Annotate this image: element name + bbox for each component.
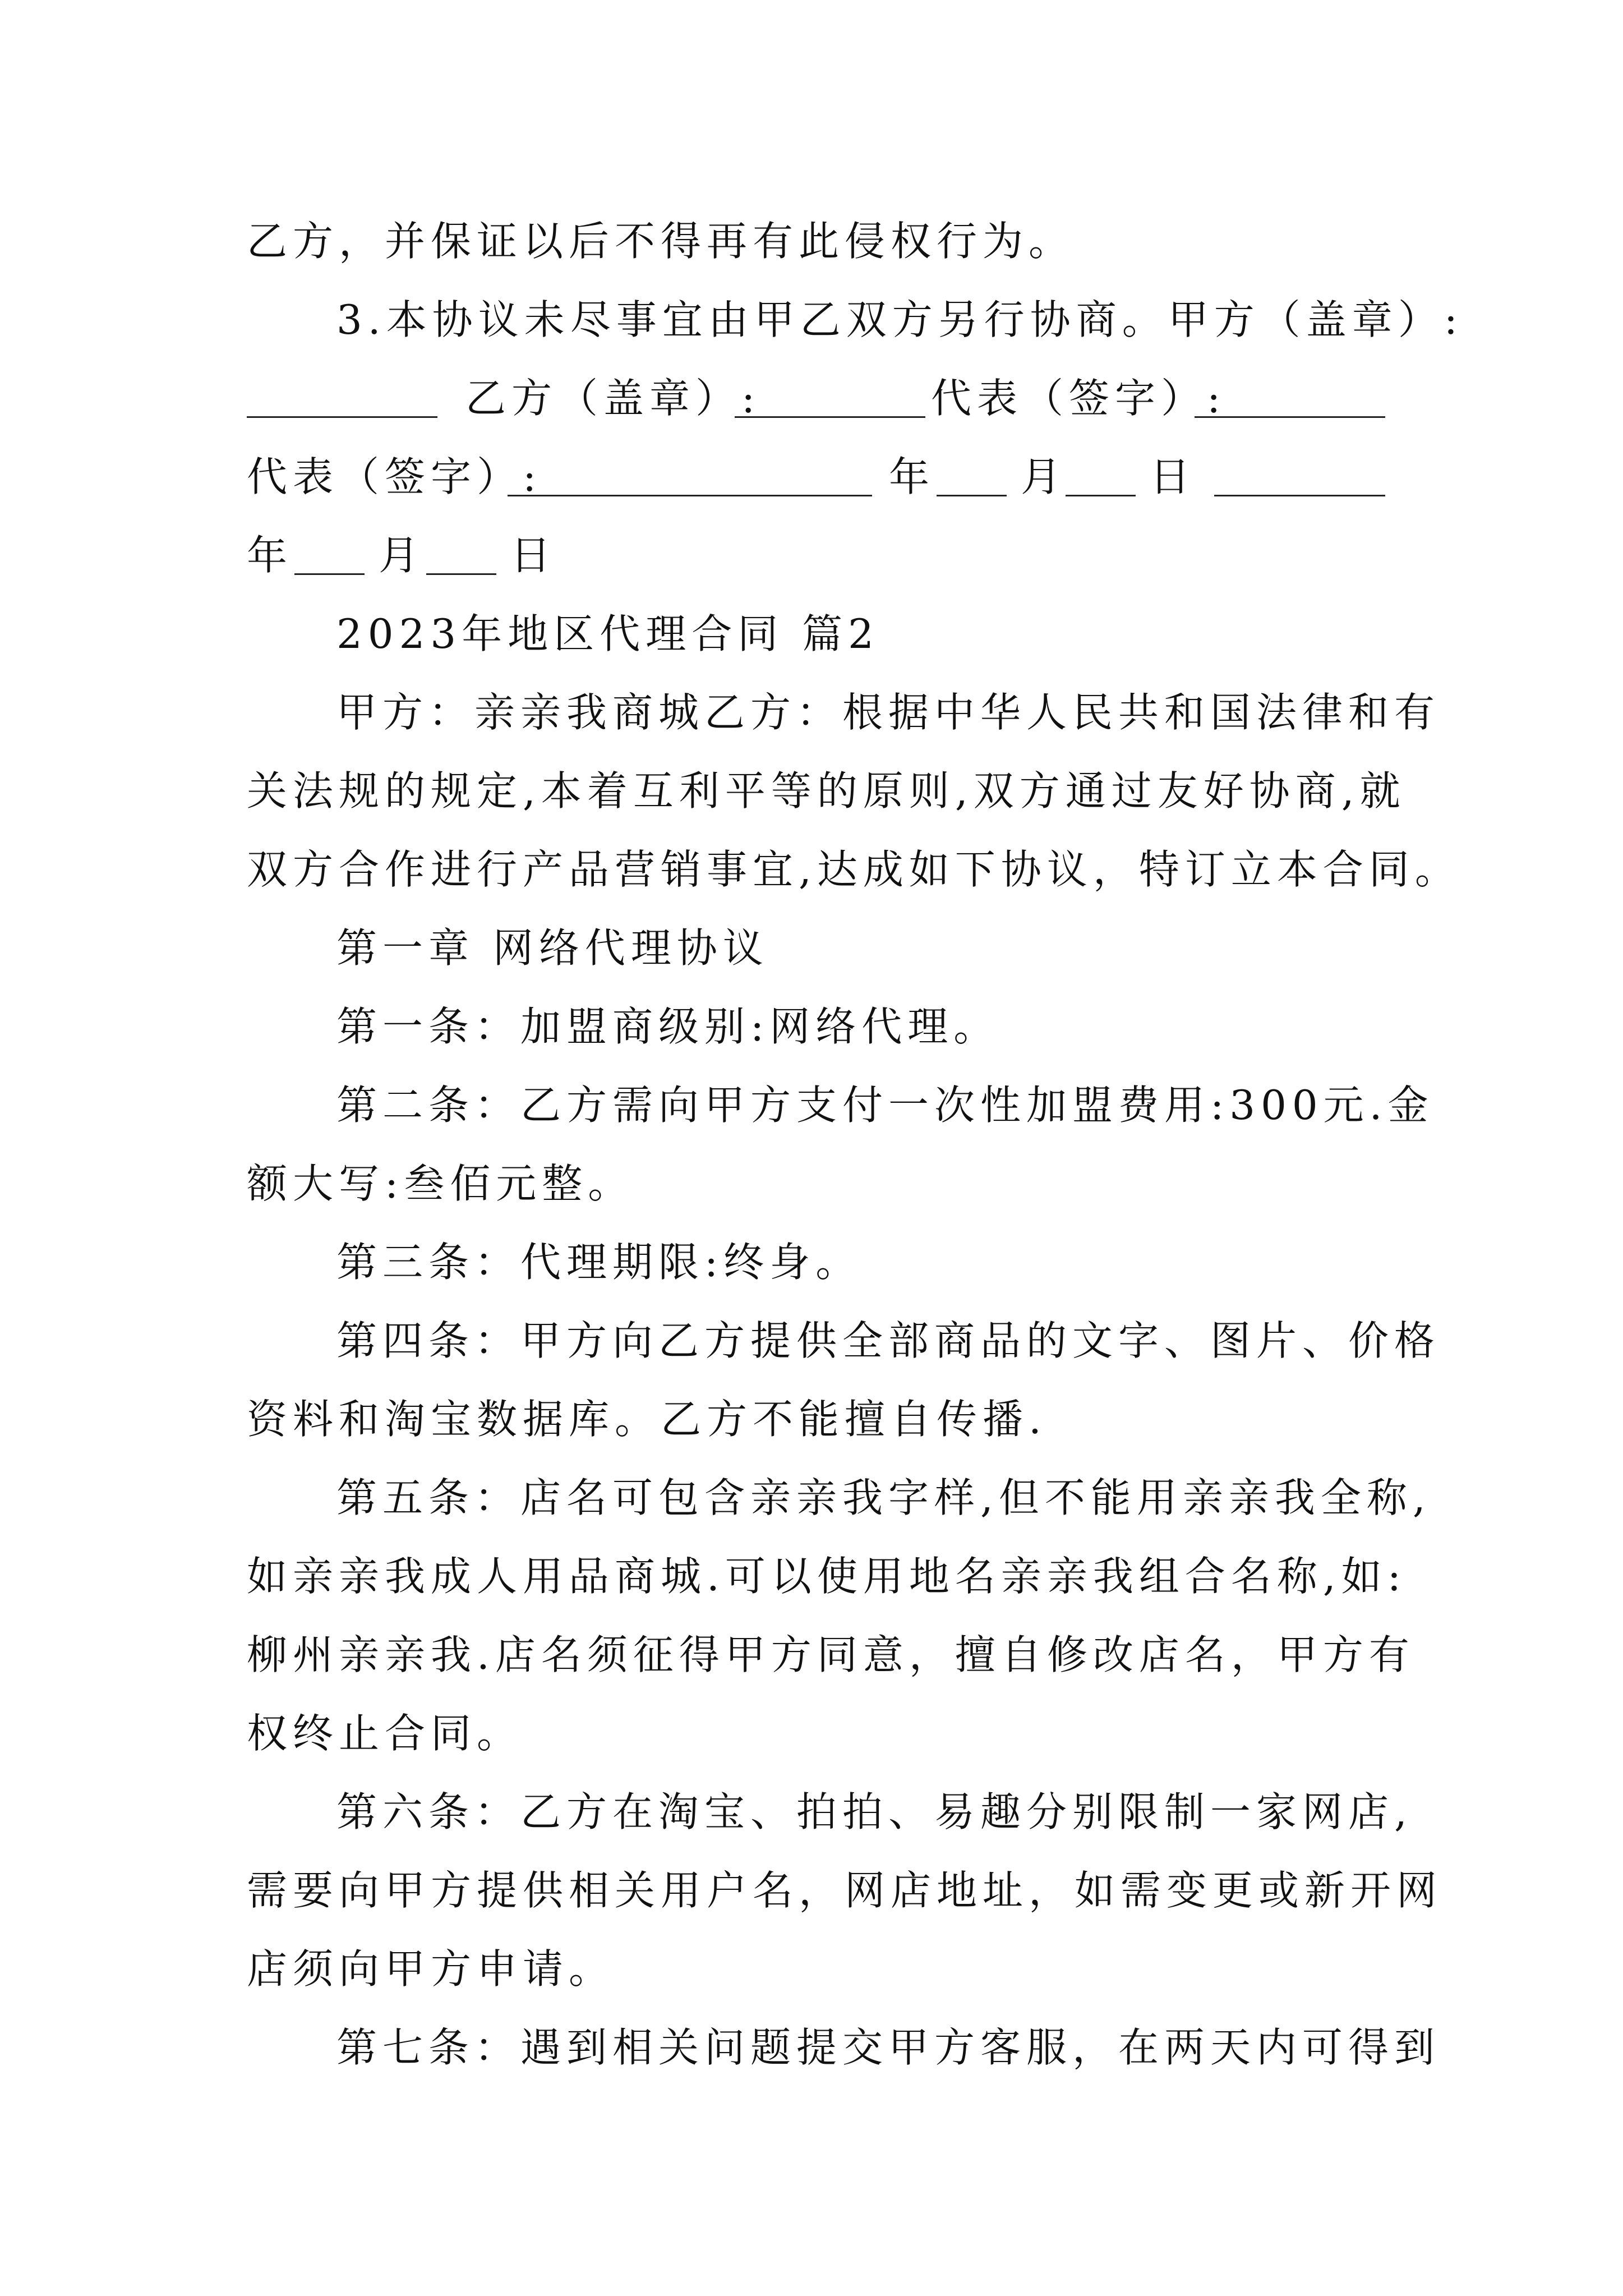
body-line xyxy=(0,1380,1623,1458)
day-blank xyxy=(1066,495,1136,496)
month-label: 月 xyxy=(379,532,425,579)
body-line xyxy=(0,1537,1623,1616)
day-blank xyxy=(426,573,496,575)
year-label: 年 xyxy=(889,453,935,500)
line-text: 关法规的规定,本着互利平等的原则,双方通过友好协商,就 xyxy=(247,767,1406,815)
line-text: 甲方：亲亲我商城乙方：根据中华人民共和国法律和有 xyxy=(336,689,1441,736)
line-text: 乙方，并保证以后不得再有此侵权行为。 xyxy=(247,218,1075,265)
body-line xyxy=(0,1458,1623,1537)
line-text: 资料和淘宝数据库。乙方不能擅自传播. xyxy=(247,1396,1047,1443)
day-label: 日 xyxy=(510,532,557,579)
line-text: 柳州亲亲我.店名须征得甲方同意，擅自修改店名，甲方有 xyxy=(247,1631,1415,1678)
line-text: 第六条：乙方在淘宝、拍拍、易趣分别限制一家网店, xyxy=(336,1788,1413,1835)
month-blank xyxy=(294,573,365,575)
body-line xyxy=(0,1851,1623,1930)
rep-sign-blank xyxy=(1195,416,1385,418)
body-line xyxy=(0,1066,1623,1144)
line-text: 如亲亲我成人用品商城.可以使用地名亲亲我组合名称,如: xyxy=(247,1553,1407,1600)
line-text: 第一章 网络代理协议 xyxy=(336,924,769,972)
line-text: 第一条：加盟商级别:网络代理。 xyxy=(336,1003,1000,1050)
body-line xyxy=(0,202,1623,280)
signature-line xyxy=(0,359,1623,438)
body-line xyxy=(0,1694,1623,1773)
body-line xyxy=(0,1301,1623,1380)
signature-line xyxy=(0,438,1623,516)
month-label: 月 xyxy=(1021,453,1067,500)
body-line xyxy=(0,1144,1623,1223)
line-text: 3.本协议未尽事宜由甲乙双方另行协商。甲方（盖章）: xyxy=(336,296,1463,343)
party-b-seal-label: 乙方（盖章）: xyxy=(465,375,761,422)
body-line xyxy=(0,752,1623,830)
year-label: 年 xyxy=(247,532,293,579)
seal-blank xyxy=(247,416,437,418)
body-line xyxy=(0,1773,1623,1851)
line-text: 双方合作进行产品营销事宜,达成如下协议，特订立本合同。 xyxy=(247,846,1461,893)
body-line xyxy=(0,673,1623,752)
rep-sign-label: 代表（签字）: xyxy=(247,453,542,500)
party-b-seal-blank xyxy=(735,416,925,418)
body-line xyxy=(0,1223,1623,1301)
body-line xyxy=(0,987,1623,1066)
body-line xyxy=(0,1930,1623,2008)
body-line xyxy=(0,2008,1623,2087)
chapter-title xyxy=(0,909,1623,987)
month-blank xyxy=(937,495,1007,496)
day-label: 日 xyxy=(1150,453,1196,500)
line-text: 第七条：遇到相关问题提交甲方客服，在两天内可得到 xyxy=(336,2024,1441,2071)
line-text: 额大写:叁佰元整。 xyxy=(247,1160,634,1207)
line-text: 2023年地区代理合同 篇2 xyxy=(336,610,879,657)
rep-sign-label: 代表（签字）: xyxy=(931,375,1227,422)
line-text: 权终止合同。 xyxy=(247,1710,523,1757)
line-text: 第四条：甲方向乙方提供全部商品的文字、图片、价格 xyxy=(336,1317,1441,1364)
line-text: 需要向甲方提供相关用户名，网店地址，如需变更或新开网 xyxy=(247,1867,1443,1914)
signature-line xyxy=(0,516,1623,595)
line-text: 第三条：代理期限:终身。 xyxy=(336,1239,862,1286)
body-line xyxy=(0,280,1623,359)
body-line xyxy=(0,830,1623,909)
rep-sign-blank xyxy=(508,495,872,496)
line-text: 第二条：乙方需向甲方支付一次性加盟费用:300元.金 xyxy=(336,1082,1434,1129)
line-text: 店须向甲方申请。 xyxy=(247,1945,615,1993)
line-text: 第五条：店名可包含亲亲我字样,但不能用亲亲我全称, xyxy=(336,1474,1431,1521)
date-blank xyxy=(1214,495,1385,496)
section-title xyxy=(0,595,1623,673)
body-line xyxy=(0,1616,1623,1694)
